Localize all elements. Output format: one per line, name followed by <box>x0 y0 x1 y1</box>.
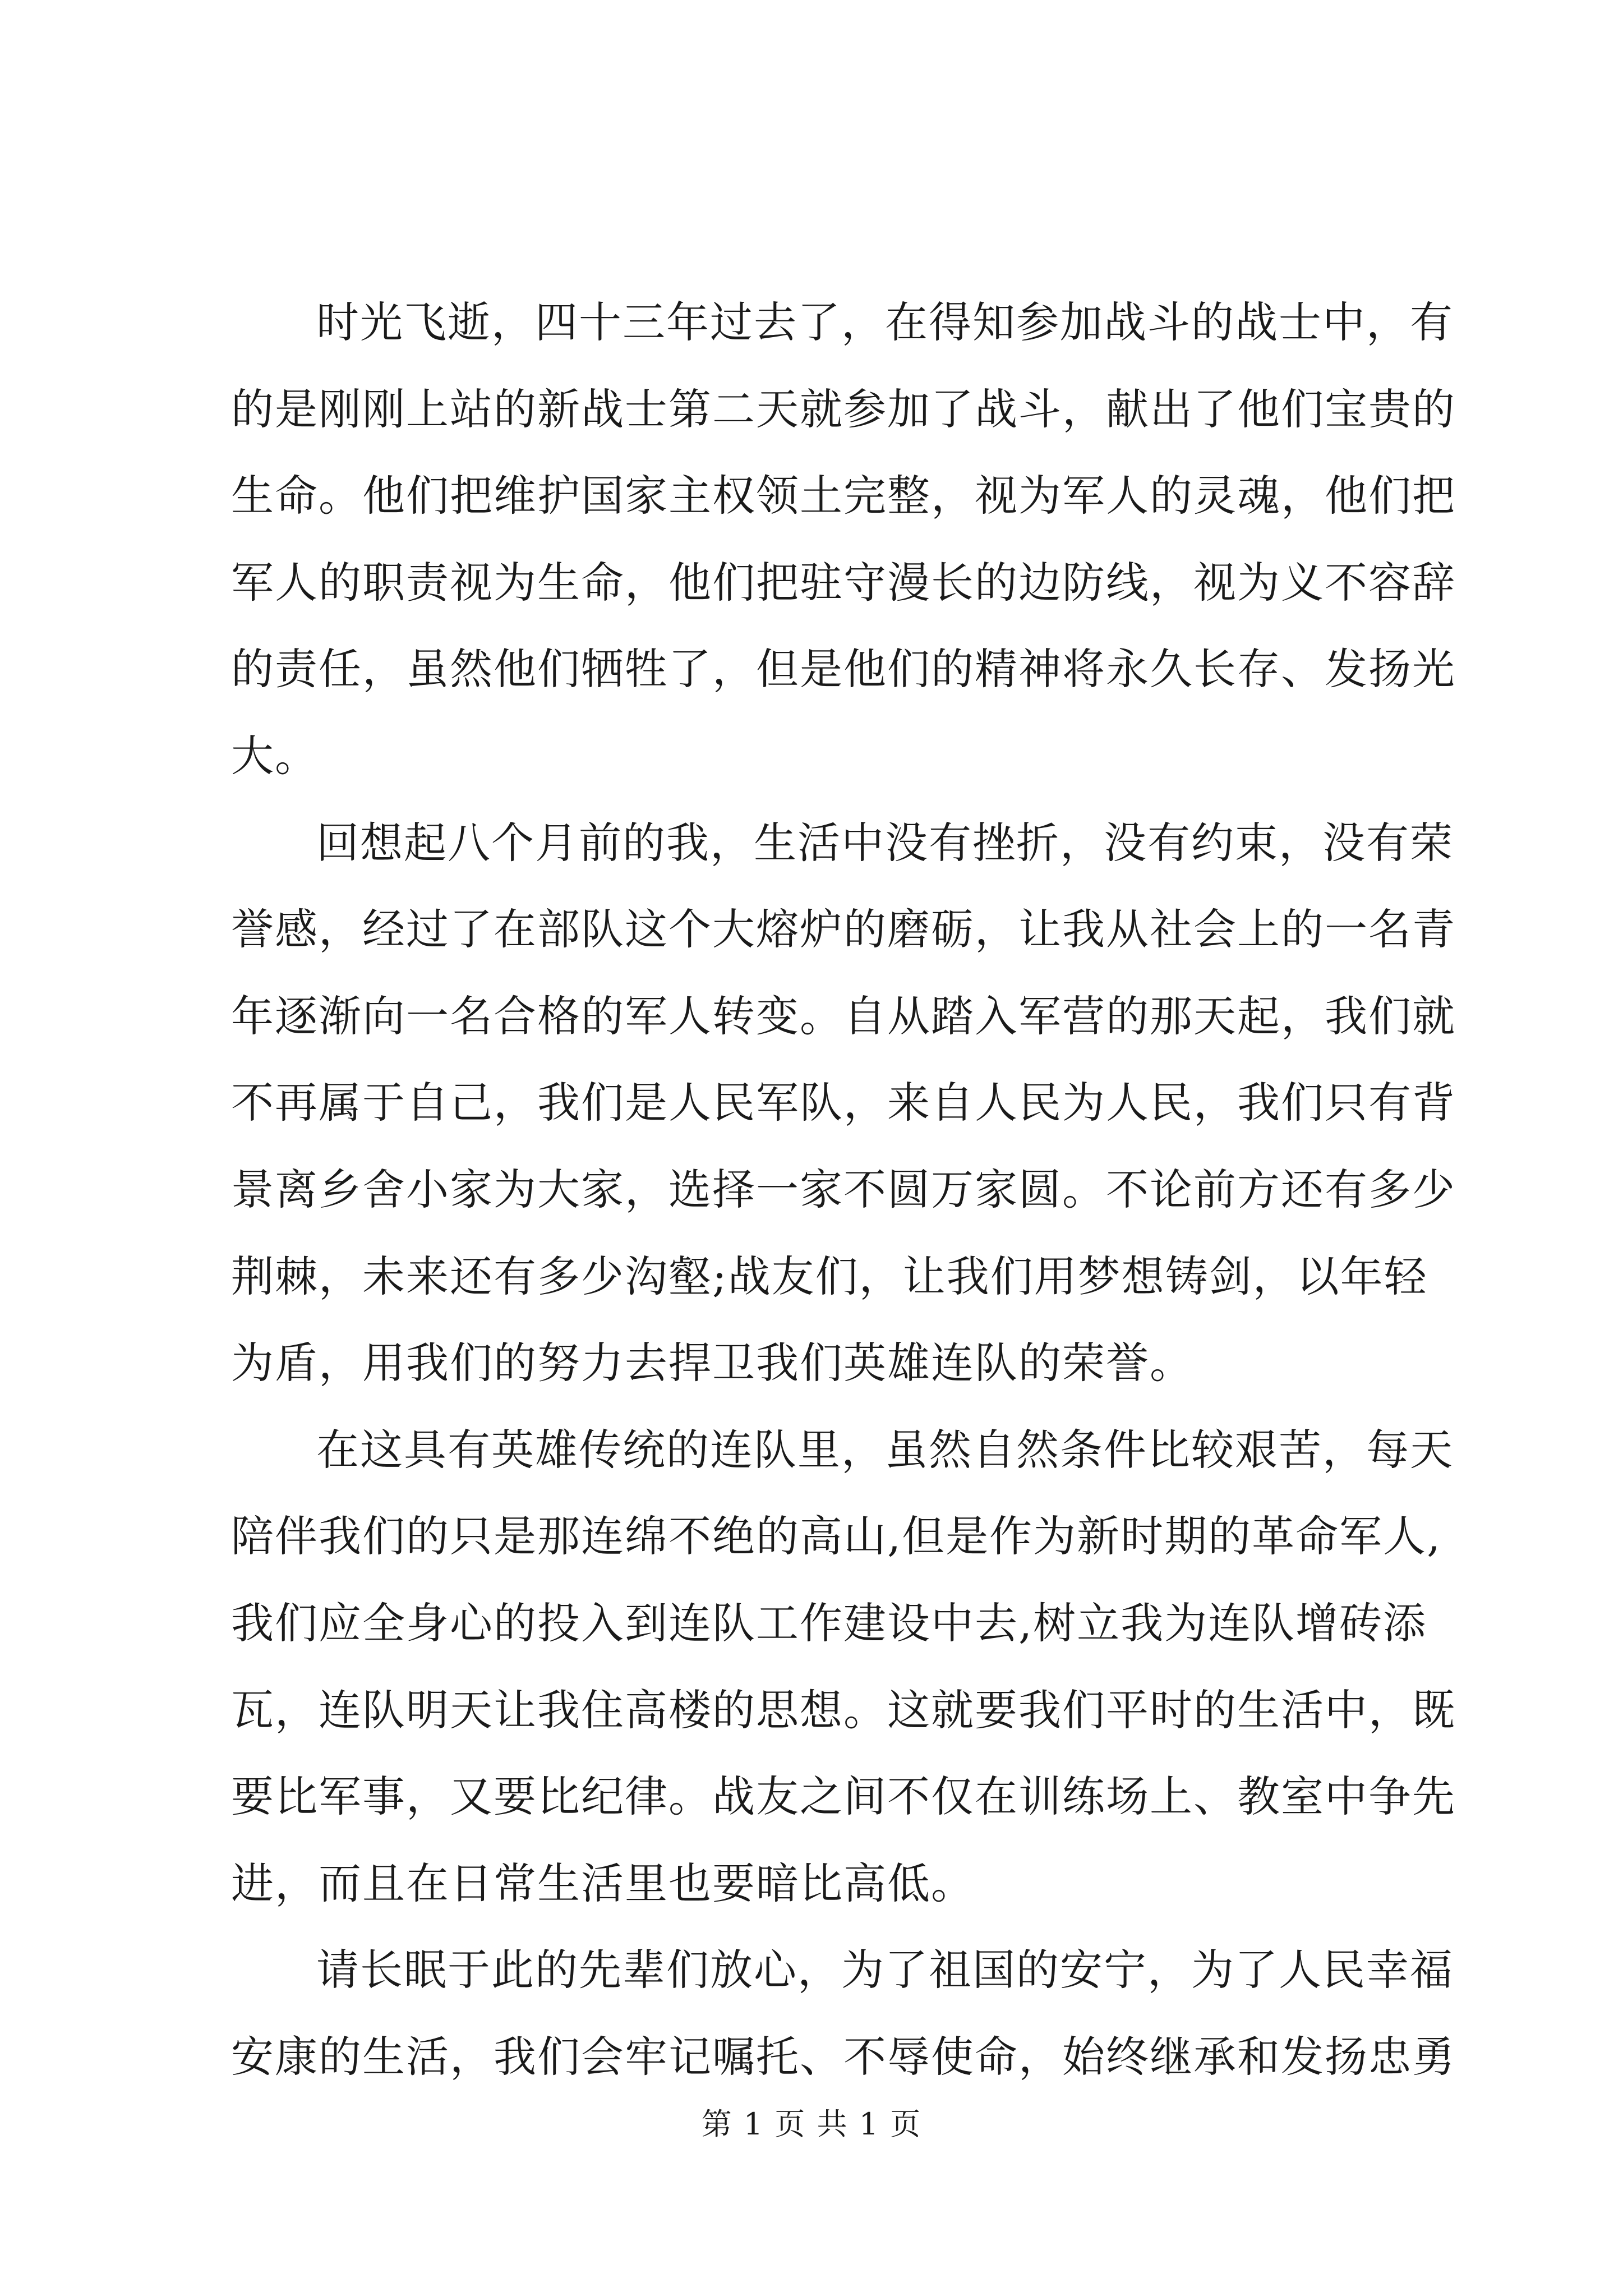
text-line: 的责任，虽然他们牺牲了，但是他们的精神将永久长存、发扬光 <box>231 644 1456 694</box>
text-line: 的是刚刚上站的新战士第二天就参加了战斗，献出了他们宝贵的 <box>231 384 1456 434</box>
text-line: 回想起八个月前的我，生活中没有挫折，没有约束，没有荣 <box>316 817 1454 868</box>
text-line: 瓦，连队明天让我住高楼的思想。这就要我们平时的生活中，既 <box>231 1685 1456 1735</box>
text-line: 为盾，用我们的努力去捍卫我们英雄连队的荣誉。 <box>231 1338 1193 1388</box>
text-line: 在这具有英雄传统的连队里，虽然自然条件比较艰苦，每天 <box>316 1424 1454 1475</box>
text-line: 大。 <box>231 730 319 781</box>
text-line: 安康的生活，我们会牢记嘱托、不辱使命，始终继承和发扬忠勇 <box>231 2031 1456 2082</box>
text-line: 进，而且在日常生活里也要暗比高低。 <box>231 1858 975 1908</box>
text-line: 请长眠于此的先辈们放心，为了祖国的安宁，为了人民幸福 <box>316 1945 1454 1995</box>
text-line: 荆棘，未来还有多少沟壑;战友们，让我们用梦想铸剑，以年轻 <box>231 1251 1428 1301</box>
text-line: 要比军事，又要比纪律。战友之间不仅在训练场上、教室中争先 <box>231 1772 1456 1822</box>
text-line: 景离乡舍小家为大家，选择一家不圆万家圆。不论前方还有多少 <box>231 1164 1456 1214</box>
text-line: 军人的职责视为生命，他们把驻守漫长的边防线，视为义不容辞 <box>231 557 1456 608</box>
paragraph-2 <box>231 800 1456 1407</box>
page-number-footer: 第 1 页 共 1 页 <box>701 2106 922 2142</box>
text-line: 不再属于自己，我们是人民军队，来自人民为人民，我们只有背 <box>231 1078 1456 1128</box>
document-body <box>231 279 1456 2100</box>
paragraph-3 <box>231 1407 1456 1927</box>
text-line: 我们应全身心的投入到连队工作建设中去,树立我为连队增砖添 <box>231 1598 1427 1648</box>
paragraph-4 <box>231 1927 1456 2100</box>
text-line: 年逐渐向一名合格的军人转变。自从踏入军营的那天起，我们就 <box>231 991 1456 1041</box>
text-line: 生命。他们把维护国家主权领土完整，视为军人的灵魂，他们把 <box>231 471 1456 521</box>
text-line: 时光飞逝，四十三年过去了，在得知参加战斗的战士中，有 <box>316 297 1454 347</box>
text-line: 陪伴我们的只是那连绵不绝的高山,但是作为新时期的革命军人, <box>231 1511 1442 1562</box>
text-line: 誉感，经过了在部队这个大熔炉的磨砺，让我从社会上的一名青 <box>231 904 1456 955</box>
paragraph-1 <box>231 279 1456 800</box>
